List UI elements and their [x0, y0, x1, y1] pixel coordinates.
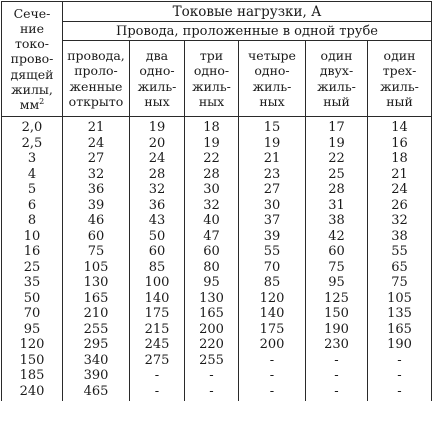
current-value-cell: 19 — [185, 136, 239, 152]
cross-section-cell: 150 — [2, 353, 63, 369]
table-row — [2, 244, 432, 260]
current-value-cell: 100 — [130, 275, 185, 291]
cross-section-cell: 5 — [2, 182, 63, 198]
current-value-cell: 55 — [239, 244, 306, 260]
current-value-cell: - — [239, 353, 306, 369]
current-value-cell: 24 — [63, 136, 130, 152]
current-value-cell: 36 — [63, 182, 130, 198]
current-value-cell: 65 — [368, 260, 432, 276]
current-value-cell: 42 — [306, 229, 368, 245]
current-value-cell: - — [368, 353, 432, 369]
current-value-cell: - — [239, 368, 306, 384]
table-row — [2, 213, 432, 229]
current-value-cell: 165 — [368, 322, 432, 338]
column-header-3 — [185, 41, 239, 117]
column-header-5 — [306, 41, 368, 117]
current-value-cell: 23 — [239, 167, 306, 183]
current-value-cell: 19 — [130, 117, 185, 136]
table-body — [2, 117, 432, 402]
current-value-cell: 27 — [239, 182, 306, 198]
current-value-cell: 135 — [368, 306, 432, 322]
cross-section-cell: 3 — [2, 151, 63, 167]
current-value-cell: 19 — [306, 136, 368, 152]
column-header-text: два одно- жиль- ных — [137, 48, 177, 109]
current-value-cell: 245 — [130, 337, 185, 353]
current-value-cell: 46 — [63, 213, 130, 229]
table-row — [2, 136, 432, 152]
cross-section-cell: 70 — [2, 306, 63, 322]
current-value-cell: 295 — [63, 337, 130, 353]
current-value-cell: 275 — [130, 353, 185, 369]
column-header-text: провода, проло- женные открыто — [67, 48, 125, 109]
current-value-cell: 105 — [368, 291, 432, 307]
column-header-1 — [63, 41, 130, 117]
current-value-cell: 24 — [368, 182, 432, 198]
cross-section-cell: 120 — [2, 337, 63, 353]
current-value-cell: 140 — [130, 291, 185, 307]
current-value-cell: 60 — [185, 244, 239, 260]
current-value-cell: 55 — [368, 244, 432, 260]
table-header — [2, 2, 432, 117]
section-header-text: Сече- ние токо- прово- дящей жилы, — [10, 5, 54, 97]
current-value-cell: 75 — [306, 260, 368, 276]
column-header-4 — [239, 41, 306, 117]
current-value-cell: 255 — [185, 353, 239, 369]
current-value-cell: 31 — [306, 198, 368, 214]
current-value-cell: 14 — [368, 117, 432, 136]
current-value-cell: - — [130, 384, 185, 402]
current-value-cell: 30 — [239, 198, 306, 214]
current-value-cell: 190 — [368, 337, 432, 353]
current-value-cell: 39 — [239, 229, 306, 245]
current-value-cell: 25 — [306, 167, 368, 183]
column-header-text: один трех- жиль- ный — [380, 48, 419, 109]
cross-section-cell: 50 — [2, 291, 63, 307]
current-value-cell: 105 — [63, 260, 130, 276]
current-value-cell: 130 — [185, 291, 239, 307]
current-value-cell: 200 — [239, 337, 306, 353]
table-row — [2, 368, 432, 384]
table-row — [2, 229, 432, 245]
current-value-cell: 120 — [239, 291, 306, 307]
column-header-text: один двух- жиль- ный — [317, 48, 356, 109]
current-value-cell: 200 — [185, 322, 239, 338]
cross-section-cell: 2,5 — [2, 136, 63, 152]
current-value-cell: 85 — [239, 275, 306, 291]
table-row — [2, 198, 432, 214]
current-value-cell: 19 — [239, 136, 306, 152]
column-header-row — [2, 41, 432, 117]
current-loads-header: Токовые нагрузки, А — [63, 2, 432, 22]
cross-section-cell: 185 — [2, 368, 63, 384]
current-value-cell: 210 — [63, 306, 130, 322]
current-value-cell: 165 — [185, 306, 239, 322]
current-value-cell: - — [306, 353, 368, 369]
table-row — [2, 260, 432, 276]
current-value-cell: 26 — [368, 198, 432, 214]
cross-section-cell: 240 — [2, 384, 63, 402]
current-value-cell: - — [185, 368, 239, 384]
current-value-cell: 39 — [63, 198, 130, 214]
current-value-cell: 465 — [63, 384, 130, 402]
section-header-unit: $мм^2$ — [19, 96, 45, 112]
current-value-cell: 30 — [185, 182, 239, 198]
current-value-cell: 15 — [239, 117, 306, 136]
current-value-cell: 150 — [306, 306, 368, 322]
table-row — [2, 291, 432, 307]
cross-section-cell: 16 — [2, 244, 63, 260]
cross-section-cell: 35 — [2, 275, 63, 291]
current-value-cell: 215 — [130, 322, 185, 338]
cross-section-cell: 95 — [2, 322, 63, 338]
current-value-cell: 390 — [63, 368, 130, 384]
current-value-cell: - — [368, 384, 432, 402]
table-row — [2, 353, 432, 369]
current-value-cell: 32 — [130, 182, 185, 198]
current-value-cell: - — [368, 368, 432, 384]
cross-section-cell: 8 — [2, 213, 63, 229]
current-value-cell: 18 — [185, 117, 239, 136]
current-value-cell: 38 — [306, 213, 368, 229]
cross-section-cell: 25 — [2, 260, 63, 276]
current-value-cell: 32 — [63, 167, 130, 183]
table-row — [2, 275, 432, 291]
current-value-cell: 75 — [63, 244, 130, 260]
current-value-cell: 60 — [63, 229, 130, 245]
wires-in-pipe-header: Провода, проложенные в одной трубе — [63, 22, 432, 41]
column-header-text: четыре одно- жиль- ных — [248, 48, 296, 109]
table-row — [2, 384, 432, 402]
current-value-cell: 37 — [239, 213, 306, 229]
current-value-cell: 47 — [185, 229, 239, 245]
column-header-6 — [368, 41, 432, 117]
current-value-cell: - — [306, 368, 368, 384]
column-header-2 — [130, 41, 185, 117]
cross-section-cell: 4 — [2, 167, 63, 183]
current-value-cell: 220 — [185, 337, 239, 353]
current-value-cell: 32 — [368, 213, 432, 229]
current-value-cell: 22 — [306, 151, 368, 167]
current-value-cell: 125 — [306, 291, 368, 307]
current-value-cell: 175 — [130, 306, 185, 322]
current-value-cell: - — [306, 384, 368, 402]
current-value-cell: 80 — [185, 260, 239, 276]
current-value-cell: - — [239, 384, 306, 402]
table-row — [2, 322, 432, 338]
current-value-cell: 28 — [185, 167, 239, 183]
current-value-cell: 40 — [185, 213, 239, 229]
current-value-cell: 75 — [368, 275, 432, 291]
current-value-cell: 95 — [185, 275, 239, 291]
current-value-cell: 175 — [239, 322, 306, 338]
table-row — [2, 182, 432, 198]
current-value-cell: 50 — [130, 229, 185, 245]
current-load-table-wrapper — [1, 1, 432, 401]
section-column-header — [2, 2, 63, 117]
cross-section-cell: 2,0 — [2, 117, 63, 136]
current-value-cell: 43 — [130, 213, 185, 229]
current-value-cell: 16 — [368, 136, 432, 152]
current-value-cell: - — [185, 384, 239, 402]
current-value-cell: 60 — [306, 244, 368, 260]
current-value-cell: 27 — [63, 151, 130, 167]
current-value-cell: 32 — [185, 198, 239, 214]
current-value-cell: 20 — [130, 136, 185, 152]
table-row — [2, 117, 432, 136]
current-value-cell: 21 — [368, 167, 432, 183]
current-value-cell: 95 — [306, 275, 368, 291]
current-value-cell: 165 — [63, 291, 130, 307]
current-value-cell: 140 — [239, 306, 306, 322]
table-row — [2, 167, 432, 183]
current-value-cell: 21 — [63, 117, 130, 136]
current-value-cell: 85 — [130, 260, 185, 276]
current-value-cell: 130 — [63, 275, 130, 291]
current-value-cell: 24 — [130, 151, 185, 167]
current-value-cell: 17 — [306, 117, 368, 136]
current-value-cell: 60 — [130, 244, 185, 260]
cross-section-cell: 10 — [2, 229, 63, 245]
cross-section-cell: 6 — [2, 198, 63, 214]
table-row — [2, 306, 432, 322]
current-value-cell: 230 — [306, 337, 368, 353]
current-value-cell: 28 — [306, 182, 368, 198]
table-row — [2, 337, 432, 353]
current-value-cell: 18 — [368, 151, 432, 167]
current-value-cell: 255 — [63, 322, 130, 338]
current-value-cell: 21 — [239, 151, 306, 167]
table-row — [2, 151, 432, 167]
current-value-cell: 70 — [239, 260, 306, 276]
current-value-cell: 38 — [368, 229, 432, 245]
current-load-table — [1, 1, 432, 401]
current-value-cell: - — [130, 368, 185, 384]
column-header-text: три одно- жиль- ных — [192, 48, 231, 109]
current-value-cell: 190 — [306, 322, 368, 338]
current-value-cell: 340 — [63, 353, 130, 369]
current-value-cell: 36 — [130, 198, 185, 214]
current-value-cell: 22 — [185, 151, 239, 167]
current-value-cell: 28 — [130, 167, 185, 183]
